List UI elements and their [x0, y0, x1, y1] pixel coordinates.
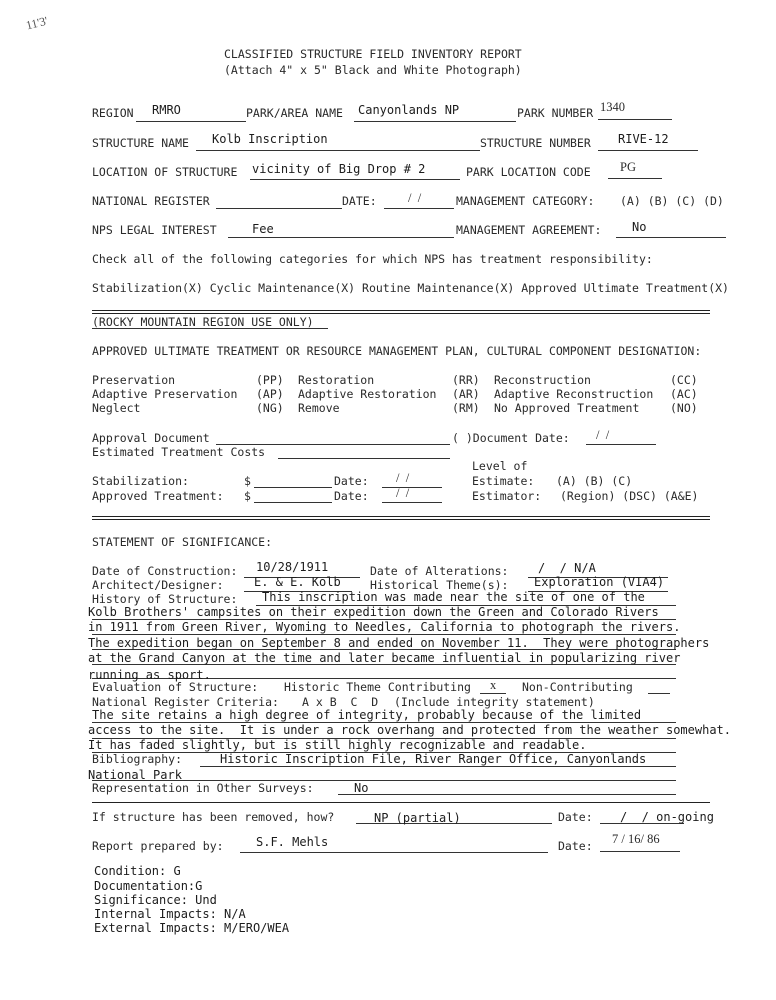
report-date-underline — [600, 851, 680, 852]
section-divider — [92, 310, 710, 311]
park-area-label: PARK/AREA NAME — [246, 106, 343, 120]
management-agreement-label: MANAGEMENT AGREEMENT: — [456, 223, 602, 237]
code-ap: (AP) — [256, 387, 284, 401]
park-number-label: PARK NUMBER — [517, 106, 594, 120]
section-divider — [92, 313, 710, 314]
section-divider — [92, 516, 710, 517]
option-adaptive-reconstruction: Adaptive Reconstruction — [494, 387, 654, 401]
rocky-mountain-underline — [92, 328, 328, 329]
representation-value: No — [354, 781, 369, 795]
park-location-code-underline — [608, 178, 662, 179]
prepared-by-value: S.F. Mehls — [256, 835, 329, 849]
national-register-label: NATIONAL REGISTER — [92, 194, 210, 208]
estimate-options: (A) (B) (C) — [556, 474, 633, 488]
external-impacts-line: External Impacts: M/ERO/WEA — [94, 921, 290, 935]
prepared-by-label: Report prepared by: — [92, 839, 224, 853]
park-area-underline — [354, 121, 516, 122]
location-value: vicinity of Big Drop # 2 — [252, 162, 426, 176]
code-ng: (NG) — [256, 401, 284, 415]
estimator-label: Estimator: — [472, 489, 542, 503]
nps-legal-interest-value: Fee — [252, 222, 274, 236]
approval-document-label: Approval Document — [92, 431, 210, 445]
stabilization-label: Stabilization: — [92, 474, 189, 488]
report-date-label: Date: — [558, 839, 593, 853]
history-line-4: The expedition began on September 8 and ended on November 11. They were photographers — [88, 636, 710, 650]
evaluation-label: Evaluation of Structure: — [92, 680, 259, 694]
documentation-line: Documentation:G — [94, 879, 203, 893]
removal-label: If structure has been removed, how? — [92, 810, 335, 824]
bibliography-line-1: Historic Inscription File, River Ranger Office, Canyonlands — [220, 752, 647, 766]
approved-treatment-label: Approved Treatment: — [92, 489, 224, 503]
management-agreement-value: No — [632, 220, 647, 234]
theme-value: Exploration (VIA4) — [534, 575, 665, 589]
stabilization-date-underline — [382, 487, 442, 488]
park-area-value: Canyonlands NP — [358, 103, 460, 117]
document-date-underline — [586, 444, 656, 445]
code-rr: (RR) — [452, 373, 480, 387]
removal-date-value: / / on-going — [620, 810, 714, 824]
form-title: CLASSIFIED STRUCTURE FIELD INVENTORY REPORT — [224, 47, 522, 61]
level-of-label: Level of — [472, 459, 528, 473]
document-date-slashes: / / — [596, 428, 610, 442]
approved-treatment-date-slashes: / / — [396, 486, 410, 500]
management-category-options: (A) (B) (C) (D) — [620, 194, 724, 208]
national-register-underline — [216, 208, 342, 209]
date-alterations-label: Date of Alterations: — [370, 564, 509, 578]
stabilization-date-label: Date: — [334, 474, 369, 488]
prepared-by-underline — [240, 852, 548, 853]
location-underline — [250, 179, 460, 180]
structure-name-label: STRUCTURE NAME — [92, 136, 189, 150]
history-line-2: Kolb Brothers' campsites on their expedition down the Green and Colorado Rivers — [88, 605, 659, 619]
rocky-mountain-header: (ROCKY MOUNTAIN REGION USE ONLY) — [92, 315, 314, 329]
approved-treatment-dollar: $ — [244, 489, 251, 503]
option-neglect: Neglect — [92, 401, 141, 415]
management-category-label: MANAGEMENT CATEGORY: — [456, 194, 595, 208]
park-number-underline — [598, 119, 672, 120]
structure-name-value: Kolb Inscription — [212, 132, 328, 146]
bibliography-underline — [200, 766, 676, 767]
code-no: (NO) — [670, 401, 698, 415]
code-pp: (PP) — [256, 373, 284, 387]
non-contributing-underline — [648, 693, 670, 694]
nr-date-slashes: / / — [408, 191, 422, 205]
date-alterations-value: / / N/A — [538, 561, 596, 575]
estimator-options: (Region) (DSC) (A&E) — [560, 489, 699, 503]
form-subtitle: (Attach 4" x 5" Black and White Photograph) — [224, 63, 522, 77]
history-line-3: in 1911 from Green River, Wyoming to Needles, California to photograph the rivers. — [88, 620, 681, 634]
section-divider — [92, 519, 710, 520]
option-no-approved-treatment: No Approved Treatment — [494, 401, 640, 415]
location-label: LOCATION OF STRUCTURE — [92, 165, 238, 179]
document-date-label: ( )Document Date: — [452, 431, 570, 445]
structure-number-value: RIVE-12 — [618, 132, 669, 146]
date-construction-label: Date of Construction: — [92, 564, 238, 578]
region-label: REGION — [92, 106, 134, 120]
corner-handwritten-mark: 11'3' — [24, 13, 50, 33]
history-line-6: running as sport. — [88, 668, 211, 682]
option-adaptive-preservation: Adaptive Preservation — [92, 387, 238, 401]
nr-date-label: DATE: — [342, 194, 377, 208]
nr-criteria-label: National Register Criteria: — [92, 695, 279, 709]
bibliography-label: Bibliography: — [92, 752, 183, 766]
region-underline — [136, 121, 246, 122]
estimated-costs-label: Estimated Treatment Costs — [92, 445, 266, 459]
park-location-code-value: PG — [620, 160, 636, 174]
integrity-line-1: The site retains a high degree of integrity, probably because of the limited — [92, 708, 642, 722]
architect-label: Architect/Designer: — [92, 578, 224, 592]
park-location-code-label: PARK LOCATION CODE — [466, 165, 591, 179]
contributing-underline — [480, 693, 506, 694]
historic-theme-contributing-label: Historic Theme Contributing — [284, 680, 471, 694]
condition-line: Condition: G — [94, 864, 181, 878]
significance-line: Significance: Und — [94, 893, 217, 907]
contributing-mark: x — [490, 678, 497, 692]
option-restoration: Restoration — [298, 373, 375, 387]
code-rm: (RM) — [452, 401, 480, 415]
integrity-line-2: access to the site. It is under a rock overhang and protected from the weather somewhat. — [88, 723, 731, 737]
option-remove: Remove — [298, 401, 340, 415]
park-number-value: 1340 — [600, 100, 625, 114]
code-ar: (AR) — [452, 387, 480, 401]
approved-treatment-heading: APPROVED ULTIMATE TREATMENT OR RESOURCE MANAGEMENT PLAN, CULTURAL COMPONENT DESIGNATION: — [92, 344, 702, 358]
option-preservation: Preservation — [92, 373, 176, 387]
report-date-value: 7 / 16/ 86 — [612, 832, 660, 846]
nps-legal-interest-label: NPS LEGAL INTEREST — [92, 223, 217, 237]
representation-label: Representation in Other Surveys: — [92, 781, 314, 795]
stabilization-cost-underline — [254, 487, 332, 488]
theme-label: Historical Theme(s): — [370, 578, 509, 592]
approved-treatment-cost-underline — [254, 502, 332, 503]
history-label: History of Structure: — [92, 592, 238, 606]
region-value: RMRO — [152, 103, 181, 117]
structure-number-label: STRUCTURE NUMBER — [480, 136, 591, 150]
nr-date-underline — [384, 208, 454, 209]
management-agreement-underline — [616, 237, 726, 238]
nps-legal-interest-underline — [228, 237, 454, 238]
treatment-instruction: Check all of the following categories for which NPS has treatment responsibility: — [92, 252, 653, 266]
history-line-1: This inscription was made near the site of one of the — [262, 590, 645, 604]
nr-criteria-note: (Include integrity statement) — [394, 695, 595, 709]
stabilization-dollar: $ — [244, 474, 251, 488]
option-reconstruction: Reconstruction — [494, 373, 591, 387]
non-contributing-label: Non-Contributing — [522, 680, 633, 694]
date-construction-value: 10/28/1911 — [256, 560, 329, 574]
representation-underline — [338, 794, 676, 795]
integrity-line-3: It has faded slightly, but is still highly recognizable and readable. — [88, 738, 587, 752]
treatment-categories: Stabilization(X) Cyclic Maintenance(X) Routine Maintenance(X) Approved Ultimate Treatment(X) — [92, 281, 729, 295]
structure-number-underline — [598, 150, 698, 151]
estimated-costs-underline — [278, 458, 450, 459]
approved-treatment-date-underline — [382, 502, 442, 503]
section-divider — [92, 802, 710, 803]
history-underline — [92, 634, 676, 635]
nr-criteria-value: A x B C D — [302, 695, 379, 709]
option-adaptive-restoration: Adaptive Restoration — [298, 387, 437, 401]
structure-name-underline — [196, 150, 480, 151]
stabilization-date-slashes: / / — [396, 471, 410, 485]
internal-impacts-line: Internal Impacts: N/A — [94, 907, 246, 921]
estimate-label: Estimate: — [472, 474, 535, 488]
removal-date-label: Date: — [558, 810, 593, 824]
bibliography-line-2: National Park — [88, 768, 182, 782]
removal-value: NP (partial) — [374, 811, 461, 825]
approved-treatment-date-label: Date: — [334, 489, 369, 503]
code-cc: (CC) — [670, 373, 698, 387]
history-line-5: at the Grand Canyon at the time and later became influential in popularizing river — [88, 651, 681, 665]
significance-heading: STATEMENT OF SIGNIFICANCE: — [92, 535, 273, 549]
architect-value: E. & E. Kolb — [254, 575, 341, 589]
code-ac: (AC) — [670, 387, 698, 401]
